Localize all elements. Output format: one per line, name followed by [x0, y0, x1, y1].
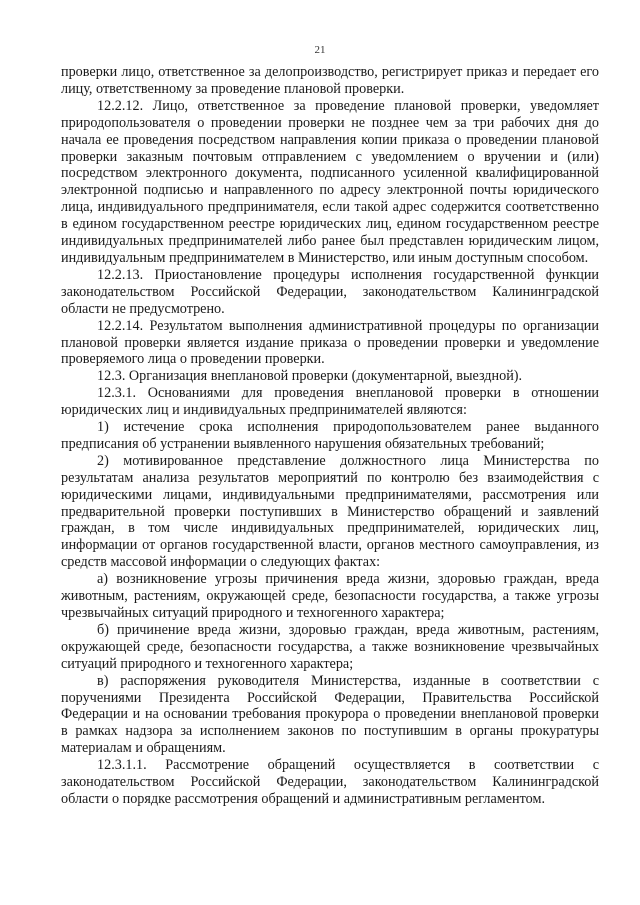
paragraph-item-2: 2) мотивированное представление должностного лица Министерства по результатам анализа результатов мероприятий по контролю без взаимодействия с юридическими лицами, индивидуальными предпринимателями, рассмотрения или предварительной проверки поступивших в Министерство обращений и заявлений граждан, в том числе индивидуальных предпринимателей, юридических лиц, информации от органов государственной власти, органов местного самоуправления, из средств массовой информации о следующих фактах: — [61, 452, 599, 571]
paragraph-item-v: в) распоряжения руководителя Министерства, изданные в соответствии с поручениями Президента Российской Федерации, Правительства Российской Федерации и на основании требования прокурора о проведении внеплановой проверки в рамках надзора за исполнением законов по поступившим в органы прокуратуры материалам и обращениям. — [61, 672, 599, 757]
paragraph-12-2-13: 12.2.13. Приостановление процедуры исполнения государственной функции законодательством Российской Федерации, законодательством Калининградской области не предусмотрено. — [61, 266, 599, 317]
paragraph-12-2-12: 12.2.12. Лицо, ответственное за проведение плановой проверки, уведомляет природопользователя о проведении проверки не позднее чем за три рабочих дня до начала ее проведения посредством направления копии приказа о проведении плановой проверки заказным почтовым отправлением с уведомлением о вручении и (или) посредством электронного документа, подписанного усиленной квалифицированной электронной подписью и направленного по адресу электронной почты юридического лица, индивидуального предпринимателя, если такой адрес содержится соответственно в едином государственном реестре юридических лиц, едином государственном реестре индивидуальных предпринимателей либо ранее был представлен юридическим лицом, индивидуальным предпринимателем в Министерство, или иным доступным способом. — [61, 97, 599, 266]
paragraph-continuation: проверки лицо, ответственное за делопроизводство, регистрирует приказ и передает его лицу, ответственному за проведение плановой проверки. — [61, 64, 599, 97]
page-number: 21 — [314, 44, 326, 56]
paragraph-item-b: б) причинение вреда жизни, здоровью граждан, вреда животным, растениям, окружающей среде, безопасности государства, а также возникновение чрезвычайных ситуаций природного и техногенного характера; — [61, 621, 599, 672]
paragraph-12-3: 12.3. Организация внеплановой проверки (документарной, выездной). — [97, 368, 523, 385]
paragraph-item-1: 1) истечение срока исполнения природопользователем ранее выданного предписания об устранении выявленного нарушения обязательных требований; — [61, 419, 599, 452]
paragraph-12-2-14: 12.2.14. Результатом выполнения административной процедуры по организации плановой проверки является издание приказа о проведении проверки и уведомление проверяемого лица о проведении проверки. — [61, 317, 599, 368]
paragraph-12-3-1-1: 12.3.1.1. Рассмотрение обращений осуществляется в соответствии с законодательством Российской Федерации, законодательством Калининградской области о порядке рассмотрения обращений и административным регламентом. — [61, 757, 599, 807]
paragraph-12-3-1: 12.3.1. Основаниями для проведения внеплановой проверки в отношении юридических лиц и индивидуальных предпринимателей являются: — [61, 385, 599, 419]
document-body — [61, 64, 599, 808]
paragraph-item-a: а) возникновение угрозы причинения вреда жизни, здоровью граждан, вреда животным, растениям, окружающей среде, безопасности государства, а также угрозы чрезвычайных ситуаций природного и техногенного характера; — [61, 571, 599, 621]
